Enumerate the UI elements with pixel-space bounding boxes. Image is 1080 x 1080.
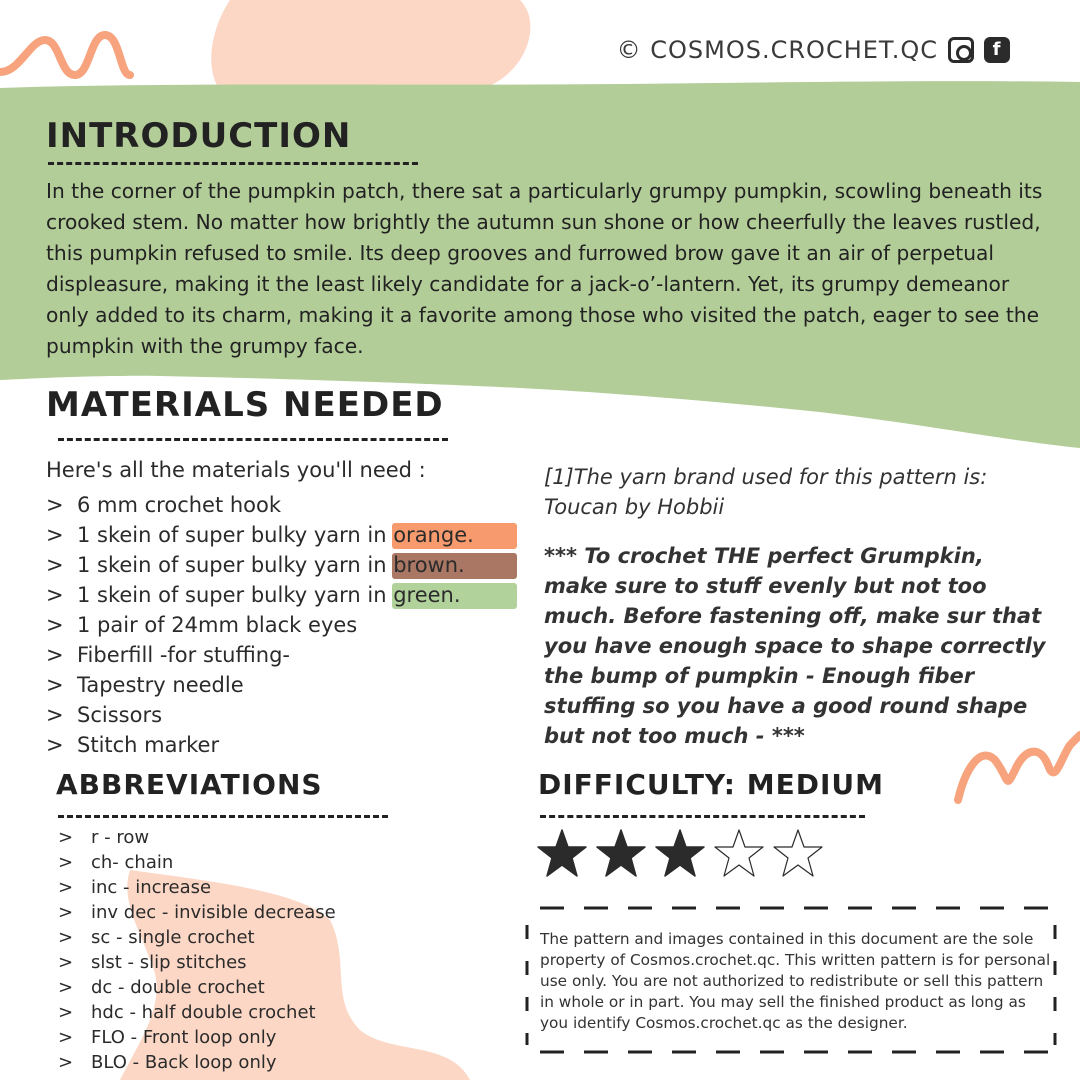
list-item [46, 610, 474, 640]
bullet-arrow: > [46, 583, 64, 607]
difficulty-underline [540, 815, 865, 818]
star-empty-icon [772, 828, 824, 880]
list-item-label: 6 mm crochet hook [77, 493, 282, 517]
bullet-arrow: > [58, 952, 74, 973]
list-item-label: hdc - half double crochet [91, 1002, 316, 1023]
list-item-label: r - row [91, 827, 150, 848]
abbreviations-underline [58, 815, 388, 818]
list-item-label: sc - single crochet [91, 927, 255, 948]
list-item [58, 950, 336, 975]
squiggle-top-left [0, 35, 130, 75]
facebook-icon[interactable]: f [984, 37, 1010, 63]
bullet-arrow: > [58, 1052, 74, 1073]
materials-underline [58, 438, 448, 441]
difficulty-rating [536, 828, 824, 880]
list-item [46, 580, 474, 610]
stuffing-tip: *** To crochet THE perfect Grumpkin, make sure to stuff evenly but not too much. Before fastening off, make sur that you have enough space to shape correctly the bump of pumpkin - Enough fiber stuffing so you have a good round shape but not too much - *** [544, 544, 1046, 748]
materials-heading: MATERIALS NEEDED [46, 385, 444, 425]
list-item-label: Scissors [77, 703, 163, 727]
star-empty-icon [713, 828, 765, 880]
yarn-brand-note: [1]The yarn brand used for this pattern is: Toucan by Hobbii [544, 465, 988, 519]
bullet-arrow: > [58, 1002, 74, 1023]
list-item [58, 975, 336, 1000]
list-item [58, 900, 336, 925]
bullet-arrow: > [46, 703, 64, 727]
introduction-heading: INTRODUCTION [46, 116, 352, 156]
star-filled-icon [654, 828, 706, 880]
list-item [46, 490, 474, 520]
list-item [46, 730, 474, 760]
list-item-label: slst - slip stitches [91, 952, 247, 973]
list-item-label: 1 pair of 24mm black eyes [77, 613, 358, 637]
list-item [58, 825, 336, 850]
list-item-label: 1 skein of super bulky yarn in orange. [77, 523, 474, 547]
list-item [58, 925, 336, 950]
materials-intro: Here's all the materials you'll need : [46, 458, 426, 482]
list-item [46, 550, 474, 580]
list-item-label: Tapestry needle [77, 673, 244, 697]
legal-notice: The pattern and images contained in this document are the sole property of Cosmos.crochet.qc. This written pattern is for personal use only. You are not authorized to redistribute or sell this pattern in whole or in part. You may sell the finished product as long as you identify Cosmos.crochet.qc as the designer. [540, 930, 1051, 1032]
bullet-arrow: > [58, 827, 74, 848]
bullet-arrow: > [46, 643, 64, 667]
bullet-arrow: > [46, 523, 64, 547]
introduction-underline [48, 162, 418, 165]
abbreviations-heading: ABBREVIATIONS [56, 768, 323, 801]
list-item [46, 670, 474, 700]
list-item-label: FLO - Front loop only [91, 1027, 277, 1048]
list-item [58, 1000, 336, 1025]
bullet-arrow: > [58, 877, 74, 898]
list-item-label: 1 skein of super bulky yarn in green. [77, 583, 461, 607]
copyright-text: © COSMOS.CROCHET.QC [616, 36, 938, 64]
star-filled-icon [595, 828, 647, 880]
list-item-label: Fiberfill -for stuffing- [77, 643, 290, 667]
list-item [46, 640, 474, 670]
bullet-arrow: > [46, 613, 64, 637]
list-item [58, 875, 336, 900]
list-item-label: 1 skein of super bulky yarn in brown. [77, 553, 465, 577]
list-item-label: ch- chain [91, 852, 174, 873]
bullet-arrow: > [58, 1027, 74, 1048]
list-item [58, 1050, 336, 1075]
bullet-arrow: > [46, 673, 64, 697]
list-item-label: Stitch marker [77, 733, 220, 757]
bullet-arrow: > [58, 902, 74, 923]
list-item [46, 520, 474, 550]
list-item [58, 850, 336, 875]
copyright-credit [617, 36, 1010, 64]
list-item-label: inv dec - invisible decrease [91, 902, 336, 923]
list-item [46, 700, 474, 730]
instagram-icon[interactable] [948, 37, 974, 63]
materials-list [46, 490, 474, 760]
list-item-label: BLO - Back loop only [91, 1052, 277, 1073]
star-filled-icon [536, 828, 588, 880]
bullet-arrow: > [46, 733, 64, 757]
list-item [58, 1025, 336, 1050]
bullet-arrow: > [46, 493, 64, 517]
list-item-label: dc - double crochet [91, 977, 265, 998]
bullet-arrow: > [46, 553, 64, 577]
difficulty-heading: DIFFICULTY: MEDIUM [538, 768, 884, 801]
bullet-arrow: > [58, 927, 74, 948]
abbreviations-list [58, 825, 336, 1075]
introduction-text: In the corner of the pumpkin patch, there sat a particularly grumpy pumpkin, scowling beneath its crooked stem. No matter how brightly the autumn sun shone or how cheerfully the leaves rustled, this pumpkin refused to smile. Its deep grooves and furrowed brow gave it an air of perpetual displeasure, making it the least likely candidate for a jack-o’-lantern. Yet, its grumpy demeanor only added to its charm, making it a favorite among those who visited the patch, eager to see the pumpkin with the grumpy face. [46, 179, 1043, 358]
list-item-label: inc - increase [91, 877, 212, 898]
bullet-arrow: > [58, 977, 74, 998]
bullet-arrow: > [58, 852, 74, 873]
